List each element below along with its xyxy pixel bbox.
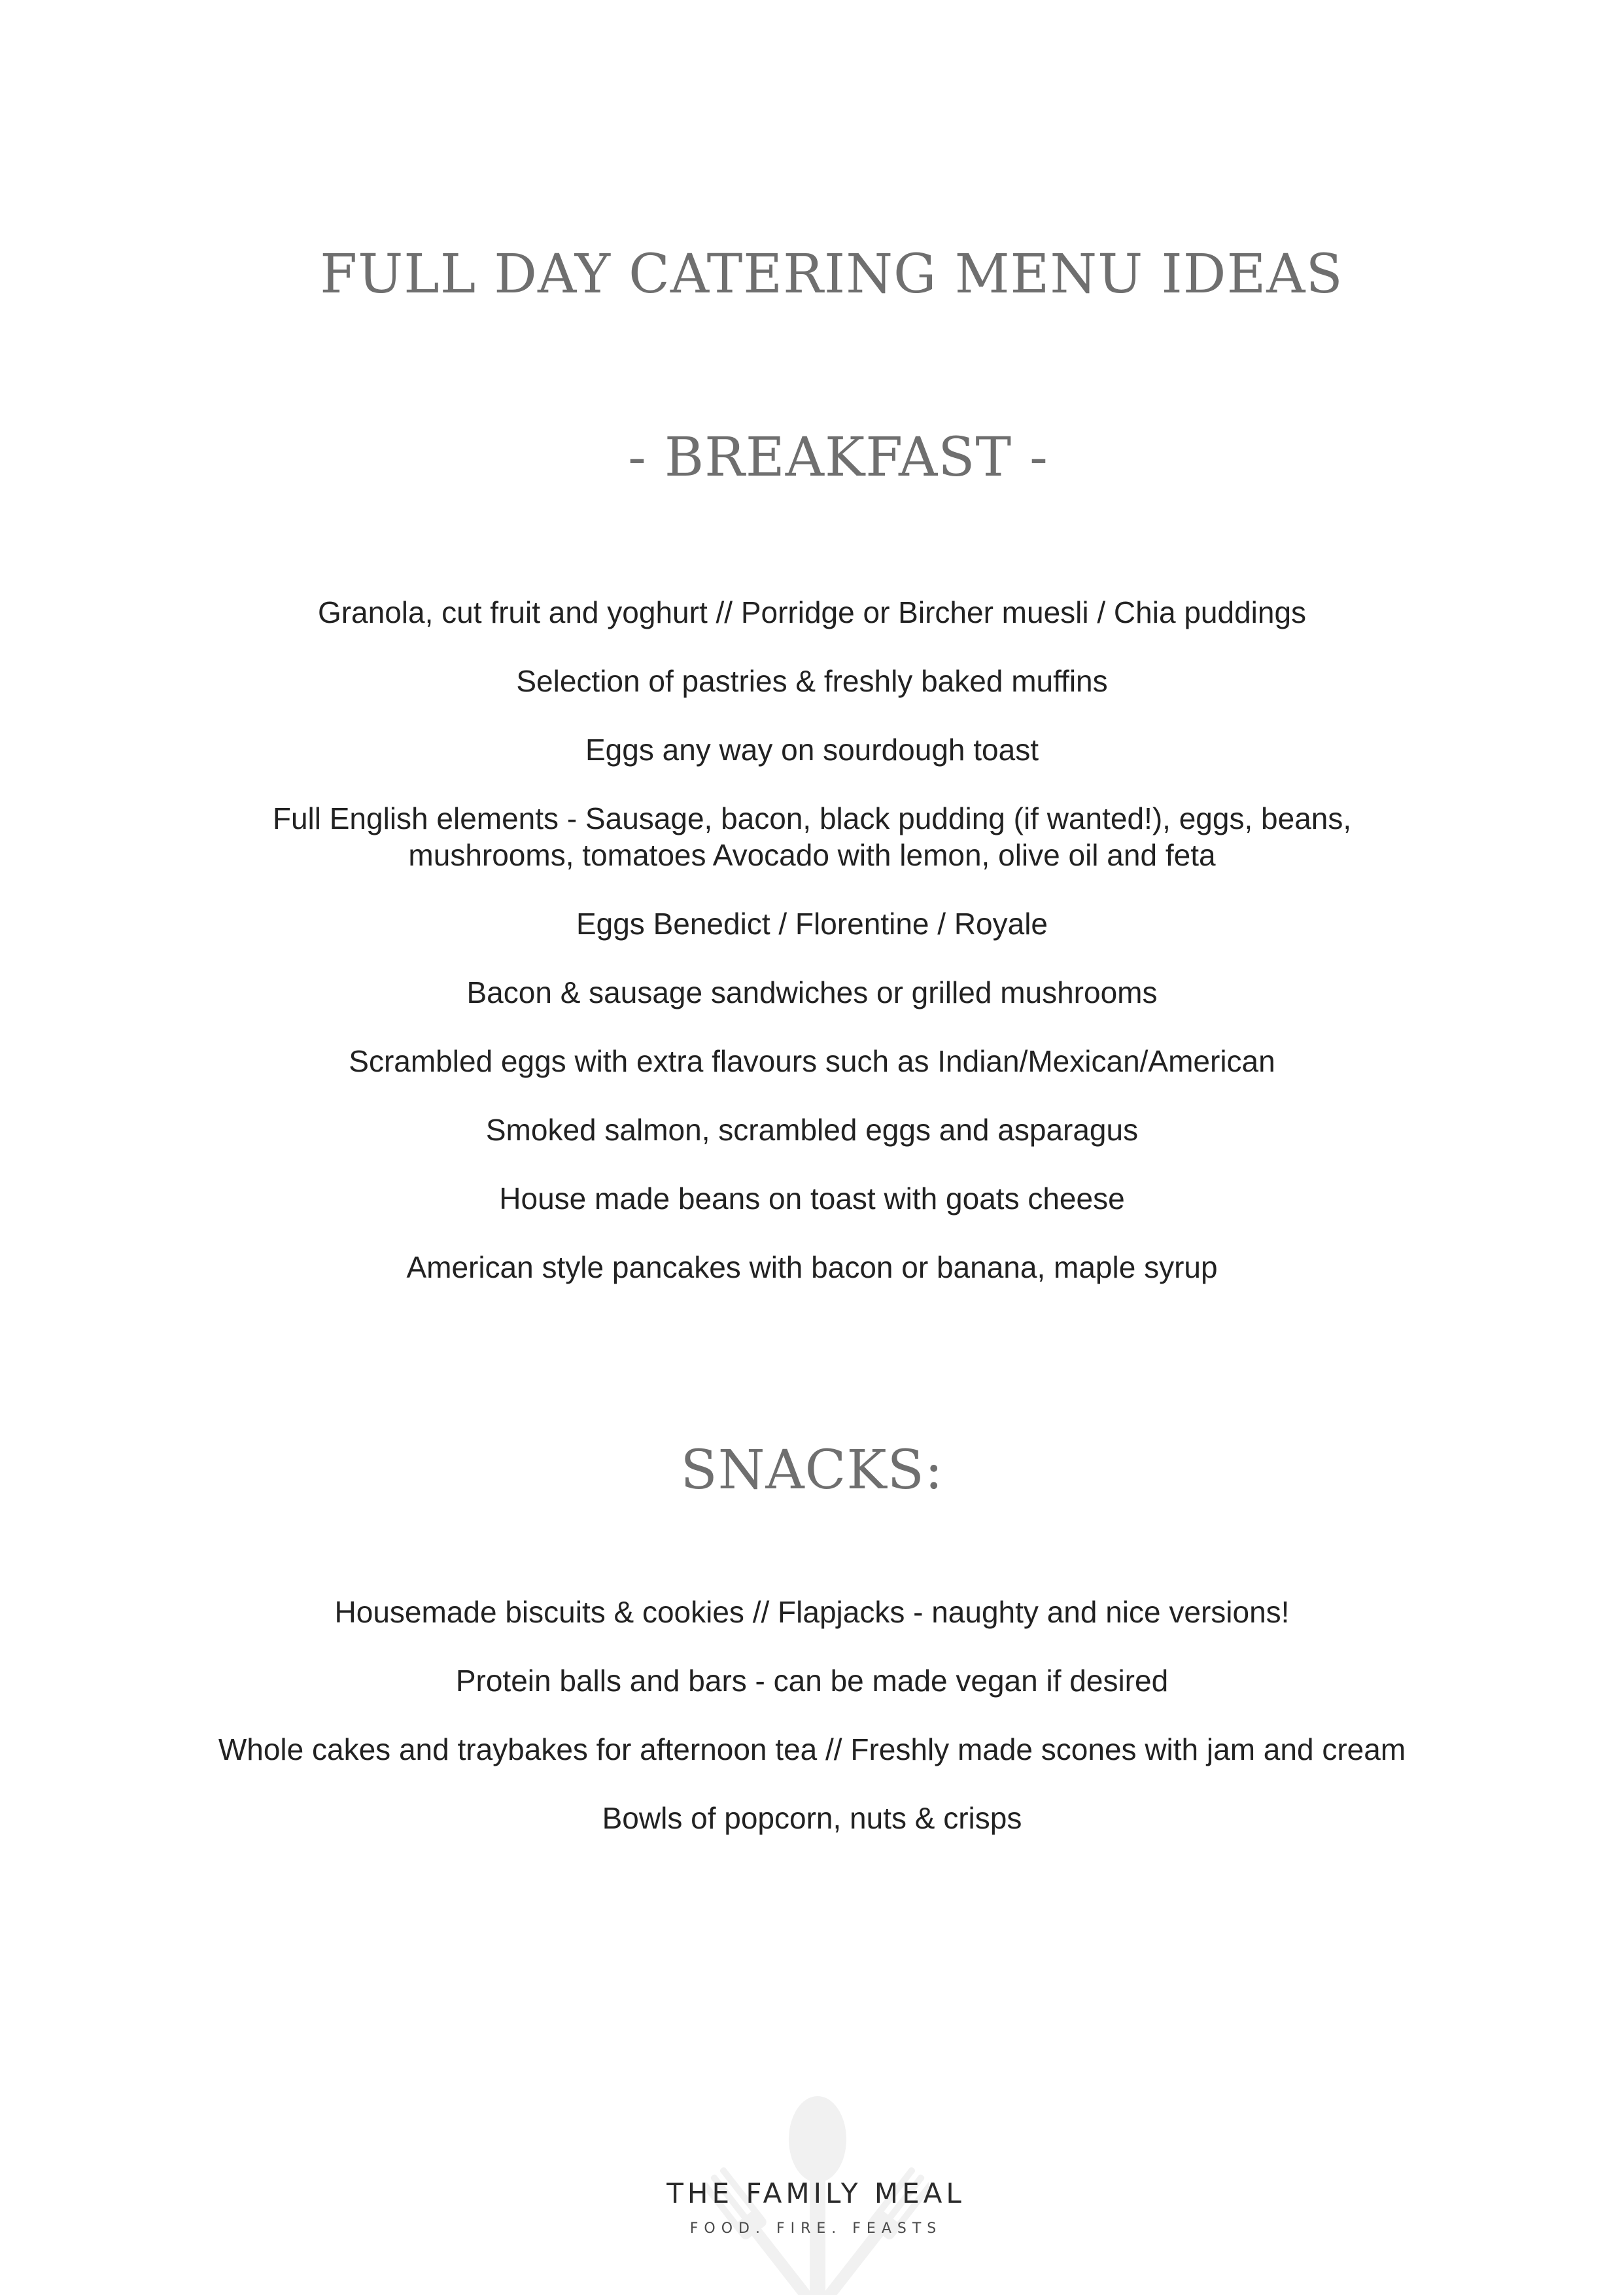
list-item: Selection of pastries & freshly baked muffins bbox=[516, 664, 1108, 698]
list-item: Smoked salmon, scrambled eggs and asparagus bbox=[485, 1113, 1139, 1147]
list-item: Full English elements - Sausage, bacon, black pudding (if wanted!), eggs, beans, mushrooms, tomatoes Avocado with lemon, olive oil and feta bbox=[272, 801, 1352, 872]
list-item: Eggs Benedict / Florentine / Royale bbox=[576, 907, 1048, 941]
list-item: American style pancakes with bacon or banana, maple syrup bbox=[406, 1250, 1218, 1284]
list-item: Eggs any way on sourdough toast bbox=[585, 733, 1039, 767]
list-item: Bacon & sausage sandwiches or grilled mushrooms bbox=[466, 975, 1158, 1009]
list-item: Housemade biscuits & cookies // Flapjacks - naughty and nice versions! bbox=[334, 1595, 1290, 1629]
brand-name: THE FAMILY MEAL bbox=[666, 2177, 965, 2209]
brand-tagline: FOOD. FIRE. FEASTS bbox=[689, 2220, 942, 2237]
breakfast-list bbox=[144, 594, 1480, 1318]
snacks-heading: SNACKS: bbox=[680, 1439, 944, 1501]
list-item: Scrambled eggs with extra flavours such as Indian/Mexican/American bbox=[349, 1044, 1275, 1078]
page-title: FULL DAY CATERING MENU IDEAS bbox=[320, 243, 1343, 306]
list-item: Bowls of popcorn, nuts & crisps bbox=[602, 1801, 1022, 1835]
snacks-list bbox=[144, 1594, 1480, 1868]
breakfast-heading: - BREAKFAST - bbox=[628, 427, 1048, 489]
list-item: Granola, cut fruit and yoghurt // Porridge or Bircher muesli / Chia puddings bbox=[317, 595, 1307, 629]
list-item: Protein balls and bars - can be made vegan if desired bbox=[455, 1664, 1169, 1698]
list-item: House made beans on toast with goats cheese bbox=[499, 1182, 1125, 1216]
brand-logo bbox=[0, 2094, 1624, 2295]
list-item: Whole cakes and traybakes for afternoon tea // Freshly made scones with jam and cream bbox=[218, 1732, 1406, 1766]
